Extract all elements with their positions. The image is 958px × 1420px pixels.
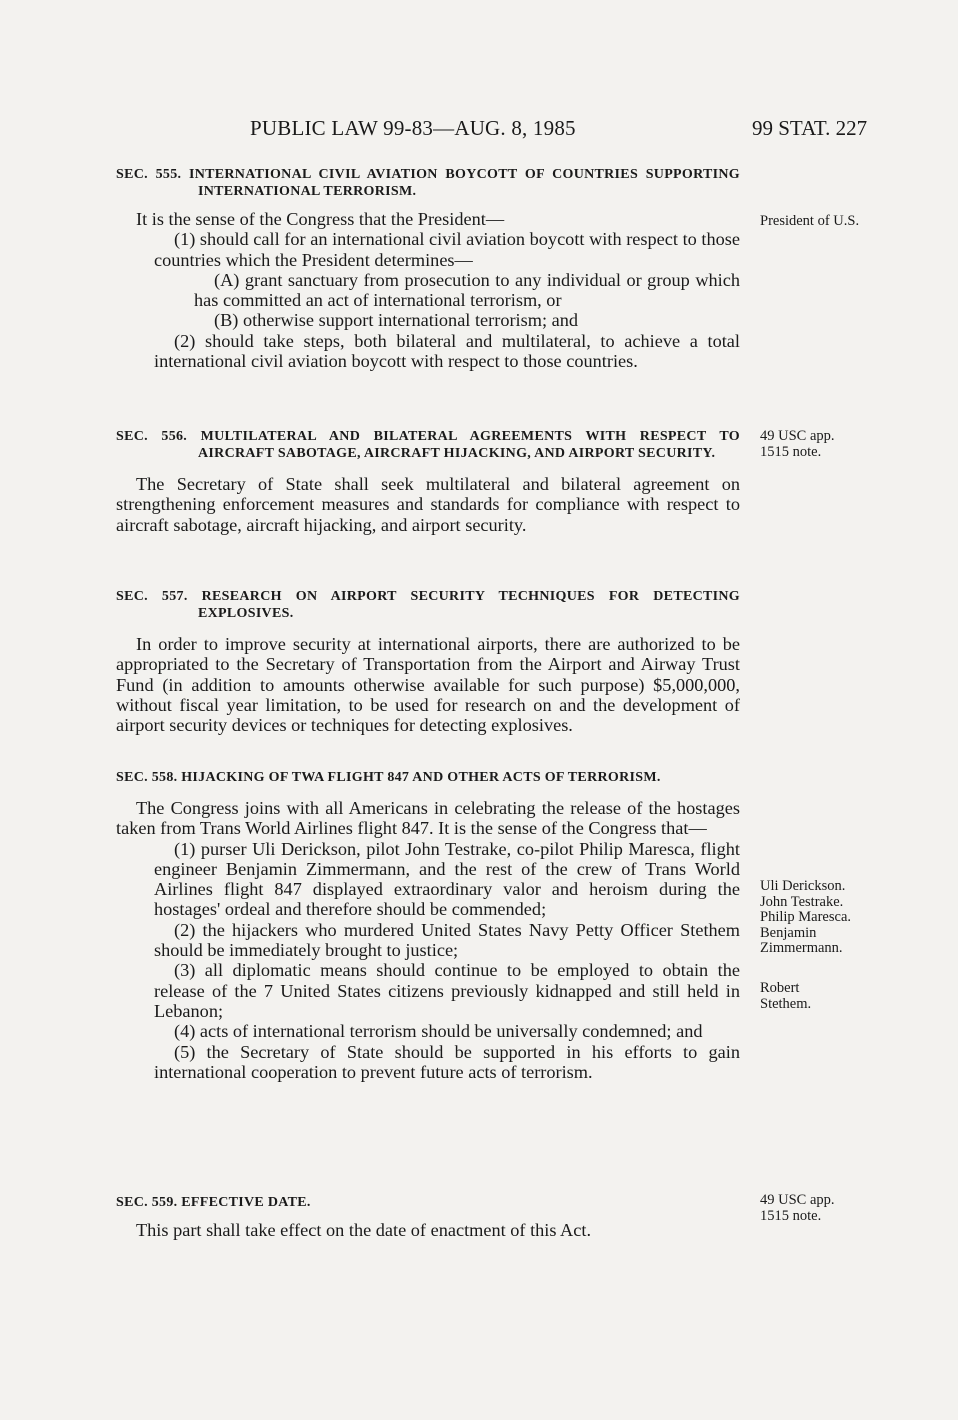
margin-note-usc-559-line-1: 49 USC app. (760, 1192, 835, 1208)
margin-note-name-4: Benjamin (760, 924, 817, 941)
section-555 (116, 166, 740, 371)
margin-note-stethem-line-1: Robert (760, 980, 800, 996)
section-556-heading: SEC. 556. MULTILATERAL AND BILATERAL AGREEMENTS WITH RESPECT TO AIRCRAFT SABOTAGE, AIRCRAFT HIJACKING, AND AIRPORT SECURITY. (116, 429, 740, 461)
section-557-heading: SEC. 557. RESEARCH ON AIRPORT SECURITY TECHNIQUES FOR DETECTING EXPLOSIVES. (116, 589, 740, 621)
margin-note-name-2: John Testrake. (760, 893, 844, 910)
margin-note-stethem-line-2: Stethem. (760, 995, 812, 1012)
section-557-body: In order to improve security at international airports, there are authorized to be appropriated to the Secretary of Transportation from the Airport and Airway Trust Fund (in addition to amounts otherwise available for such purpose) $5,000,000, without fiscal year limitation, to be used for research on and the development of airport security devices or techniques for detecting explosives. (116, 634, 740, 736)
section-555-para-b: (B) otherwise support international terrorism; and (214, 310, 579, 331)
running-header-title: PUBLIC LAW 99-83—AUG. 8, 1985 (250, 116, 576, 140)
margin-note-name-1: Uli Derickson. (760, 878, 846, 894)
margin-note-president-text: President of U.S. (760, 213, 860, 229)
margin-note-name-5: Zimmermann. (760, 940, 843, 956)
section-555-para-a: (A) grant sanctuary from prosecution to any individual or group which has committed an act of international terrorism, or (194, 269, 740, 311)
section-555-para-1: (1) should call for an international civil aviation boycott with respect to those countries which the President determines— (154, 229, 740, 270)
section-558-para-3: (3) all diplomatic means should continue to be employed to obtain the release of the 7 United States citizens previously kidnapped and still held in Lebanon; (154, 960, 740, 1021)
section-558-heading: SEC. 558. HIJACKING OF TWA FLIGHT 847 AND OTHER ACTS OF TERRORISM. (116, 770, 661, 785)
section-558 (116, 769, 740, 1082)
section-558-para-2: (2) the hijackers who murdered United States Navy Petty Officer Stethem should be immediately brought to justice; (154, 919, 740, 961)
section-559-heading: SEC. 559. EFFECTIVE DATE. (116, 1195, 311, 1210)
margin-note-name-3: Philip Maresca. (760, 909, 852, 925)
section-558-para-4: (4) acts of international terrorism should be universally condemned; and (174, 1021, 703, 1042)
margin-note-crew-names (760, 879, 950, 957)
margin-note-president (760, 214, 950, 230)
page-stat-citation: 99 STAT. 227 (752, 116, 868, 140)
margin-note-usc-556-line-1: 49 USC app. (760, 428, 835, 444)
section-558-lead: The Congress joins with all Americans in celebrating the release of the hostages taken from Trans World Airlines flight 847. It is the sense of the Congress that— (116, 798, 740, 839)
section-556 (116, 428, 740, 535)
margin-note-usc-556 (760, 429, 950, 460)
section-559 (116, 1194, 740, 1240)
section-558-para-5: (5) the Secretary of State should be supported in his efforts to gain international cooperation to prevent future acts of terrorism. (154, 1041, 740, 1082)
margin-note-usc-559 (760, 1193, 950, 1224)
section-557 (116, 588, 740, 735)
section-558-para-1: (1) purser Uli Derickson, pilot John Testrake, co-pilot Philip Maresca, flight engineer Benjamin Zimmermann, and the rest of the crew of Trans World Airlines flight 847 displayed extraordinary valor and heroism during the hostages' ordeal and therefore should be commended; (154, 838, 740, 920)
section-559-body: This part shall take effect on the date of enactment of this Act. (136, 1220, 592, 1240)
margin-note-usc-556-line-2: 1515 note. (760, 443, 822, 460)
margin-note-usc-559-line-2: 1515 note. (760, 1207, 822, 1224)
section-555-para-2: (2) should take steps, both bilateral and multilateral, to achieve a total international civil aviation boycott with respect to those countries. (154, 330, 740, 372)
section-555-heading: SEC. 555. INTERNATIONAL CIVIL AVIATION BOYCOTT OF COUNTRIES SUPPORTING INTERNATIONAL TERRORISM. (116, 167, 740, 199)
margin-note-stethem (760, 981, 950, 1012)
section-555-lead: It is the sense of the Congress that the President— (136, 209, 505, 229)
section-556-body: The Secretary of State shall seek multilateral and bilateral agreement on strengthening enforcement measures and standards for compliance with respect to aircraft sabotage, aircraft hijacking, and airport security. (116, 474, 740, 535)
